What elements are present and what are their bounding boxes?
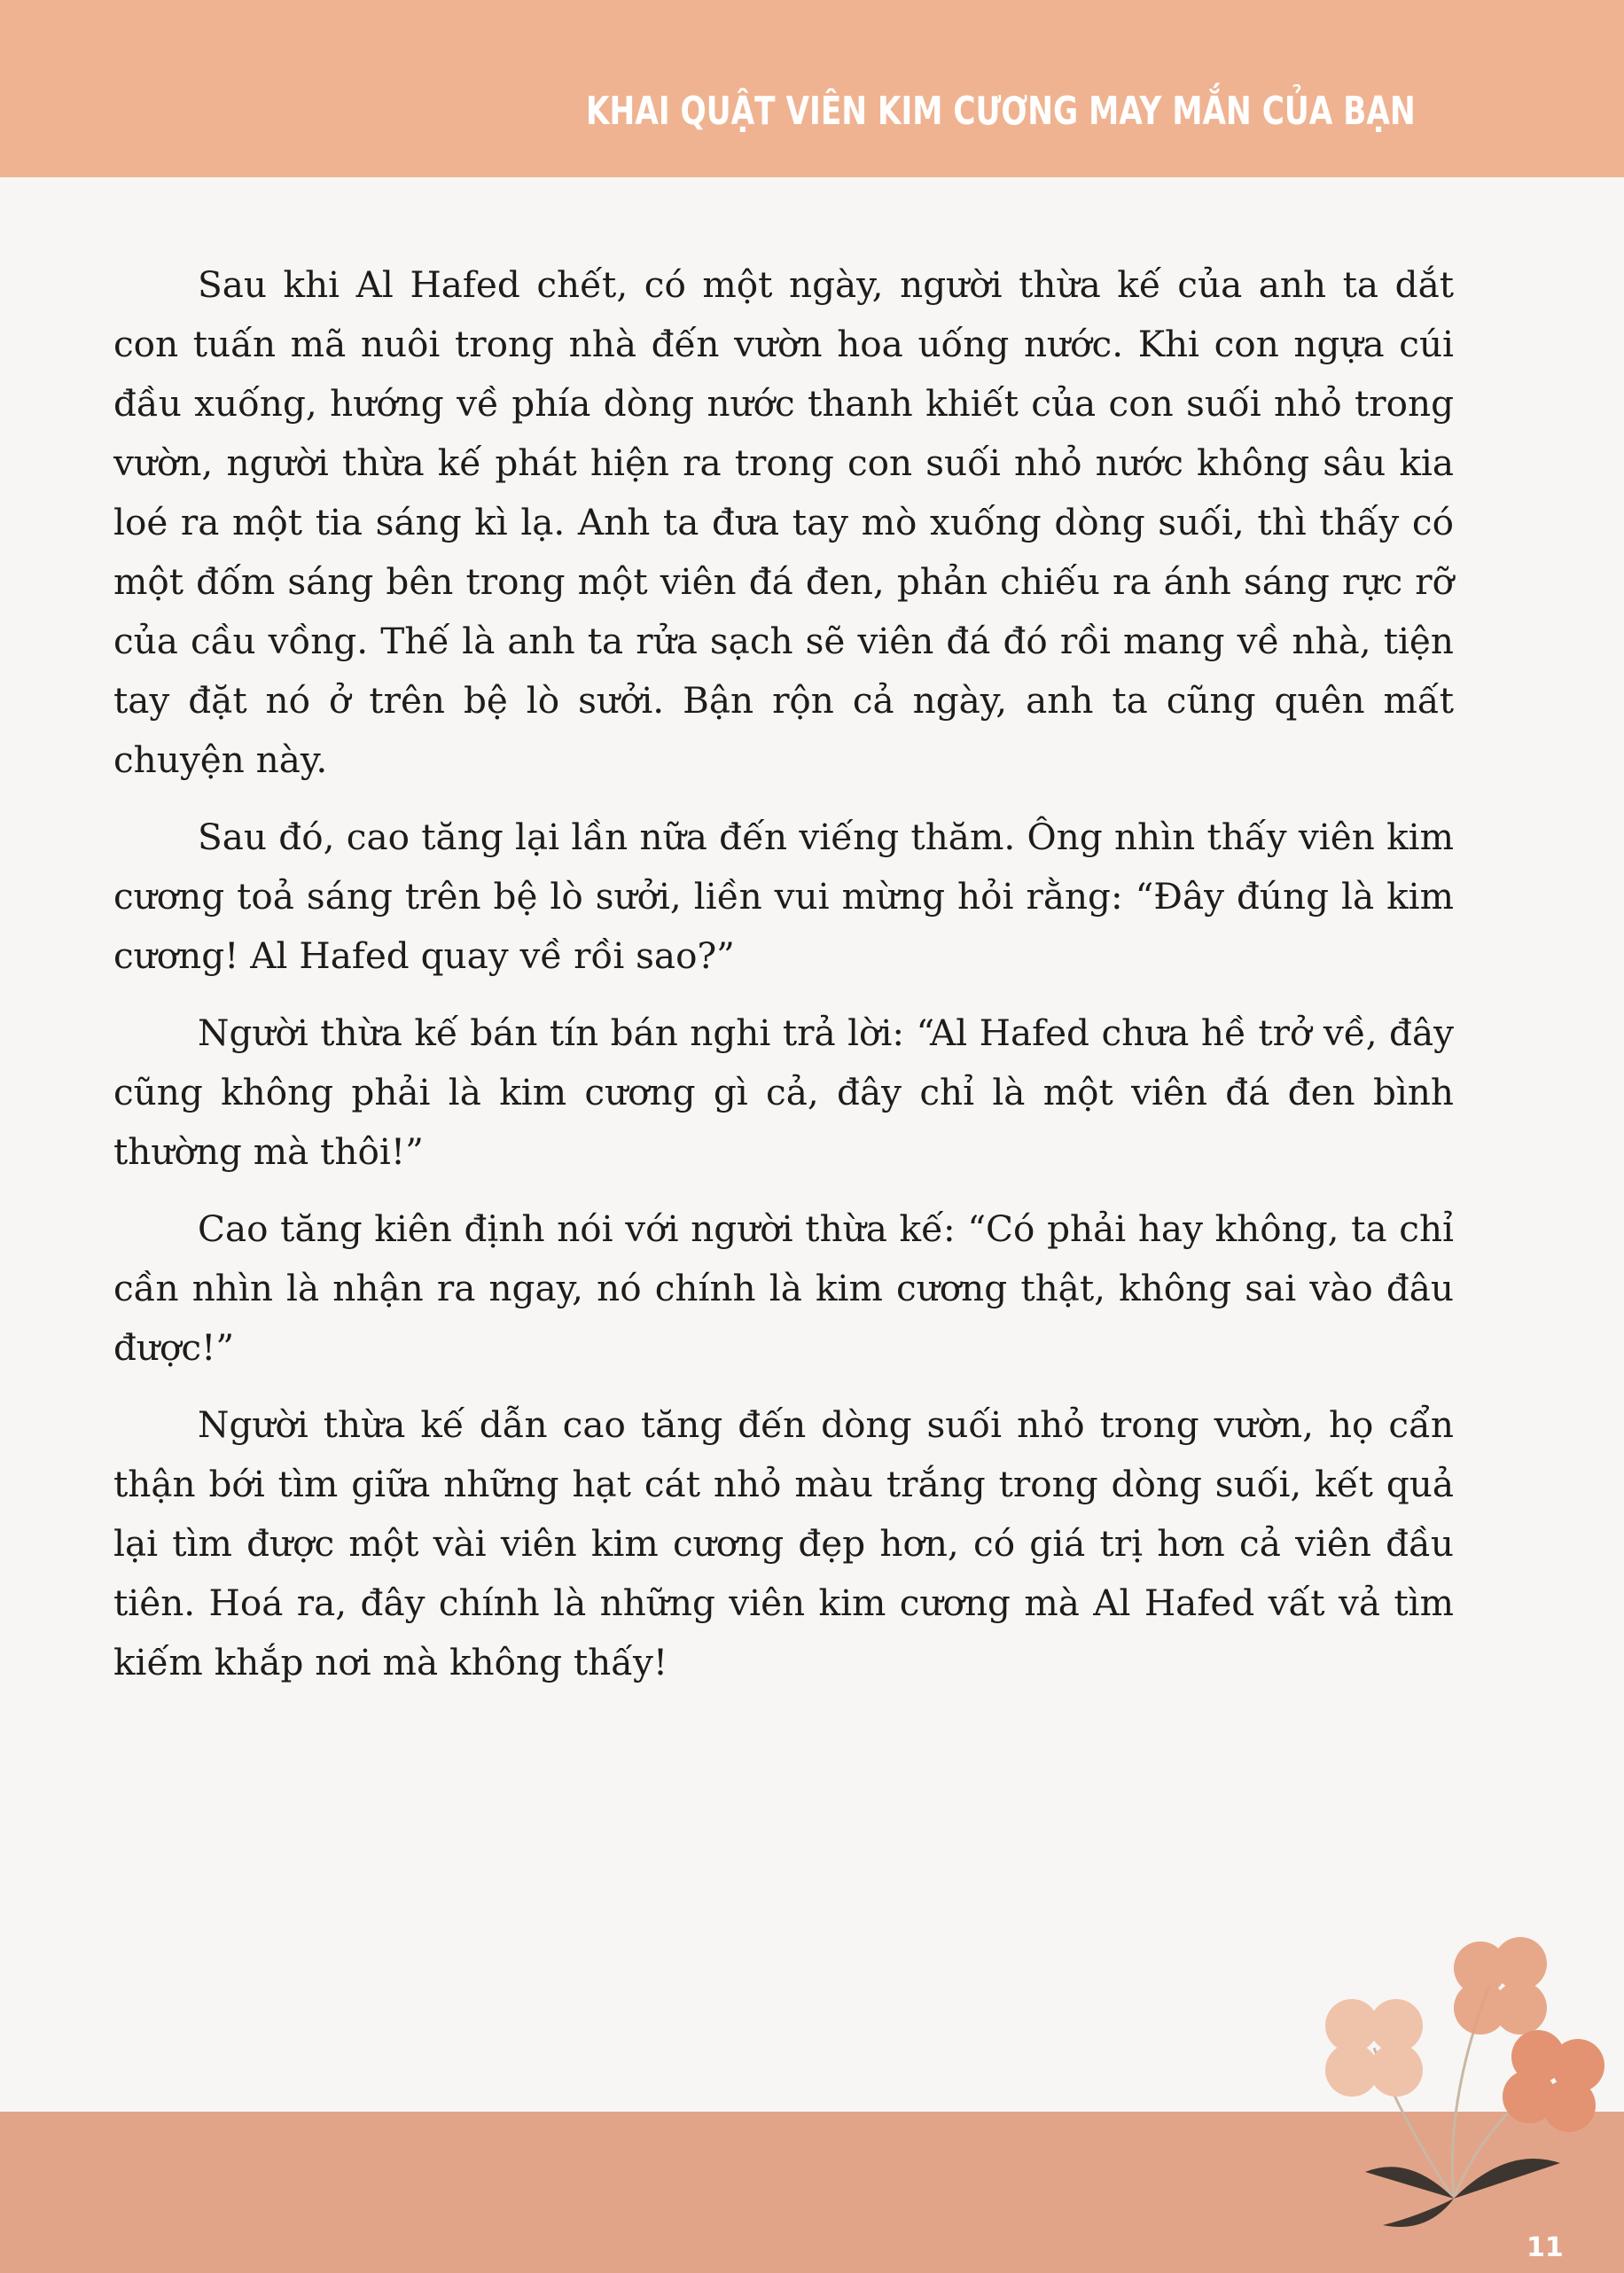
page-number: 11	[1526, 2232, 1564, 2263]
scallop-border	[0, 133, 1624, 204]
paragraph: Người thừa kế dẫn cao tăng đến dòng suối nhỏ trong vườn, họ cẩn thận bới tìm giữa những hạt cát nhỏ màu trắng trong dòng suối, kết quả lại tìm được một vài viên kim cương đẹp hơn, có giá trị hơn cả viên đầu tiên. Hoá ra, đây chính là những viên kim cương mà Al Hafed vất vả tìm kiếm khắp nơi mà không thấy!	[113, 1403, 1454, 1683]
paragraph: Sau đó, cao tăng lại lần nữa đến viếng thăm. Ông nhìn thấy viên kim cương toả sáng trên bệ lò sưởi, liền vui mừng hỏi rằng: “Đây đúng là kim cương! Al Hafed quay về rồi sao?”	[113, 816, 1454, 977]
paragraph: Cao tăng kiên định nói với người thừa kế: “Có phải hay không, ta chỉ cần nhìn là nhận ra ngay, nó chính là kim cương thật, không sai vào đâu được!”	[113, 1207, 1454, 1369]
page-body	[113, 255, 1454, 1710]
chapter-title: KHAI QUẬT VIÊN KIM CƯƠNG MAY MẮN CỦA BẠN	[586, 89, 1416, 134]
clover-bouquet-icon	[1277, 1782, 1613, 2243]
paragraph: Người thừa kế bán tín bán nghi trả lời: “Al Hafed chưa hề trở về, đây cũng không phải là kim cương gì cả, đây chỉ là một viên đá đen bình thường mà thôi!”	[113, 1012, 1454, 1173]
paragraph: Sau khi Al Hafed chết, có một ngày, người thừa kế của anh ta dắt con tuấn mã nuôi trong nhà đến vườn hoa uống nước. Khi con ngựa cúi đầu xuống, hướng về phía dòng nước thanh khiết của con suối nhỏ trong vườn, người thừa kế phát hiện ra trong con suối nhỏ nước không sâu kia loé ra một tia sáng kì lạ. Anh ta đưa tay mò xuống dòng suối, thì thấy có một đốm sáng bên trong một viên đá đen, phản chiếu ra ánh sáng rực rỡ của cầu vồng. Thế là anh ta rửa sạch sẽ viên đá đó rồi mang về nhà, tiện tay đặt nó ở trên bệ lò sưởi. Bận rộn cả ngày, anh ta cũng quên mất chuyện này.	[113, 263, 1454, 781]
